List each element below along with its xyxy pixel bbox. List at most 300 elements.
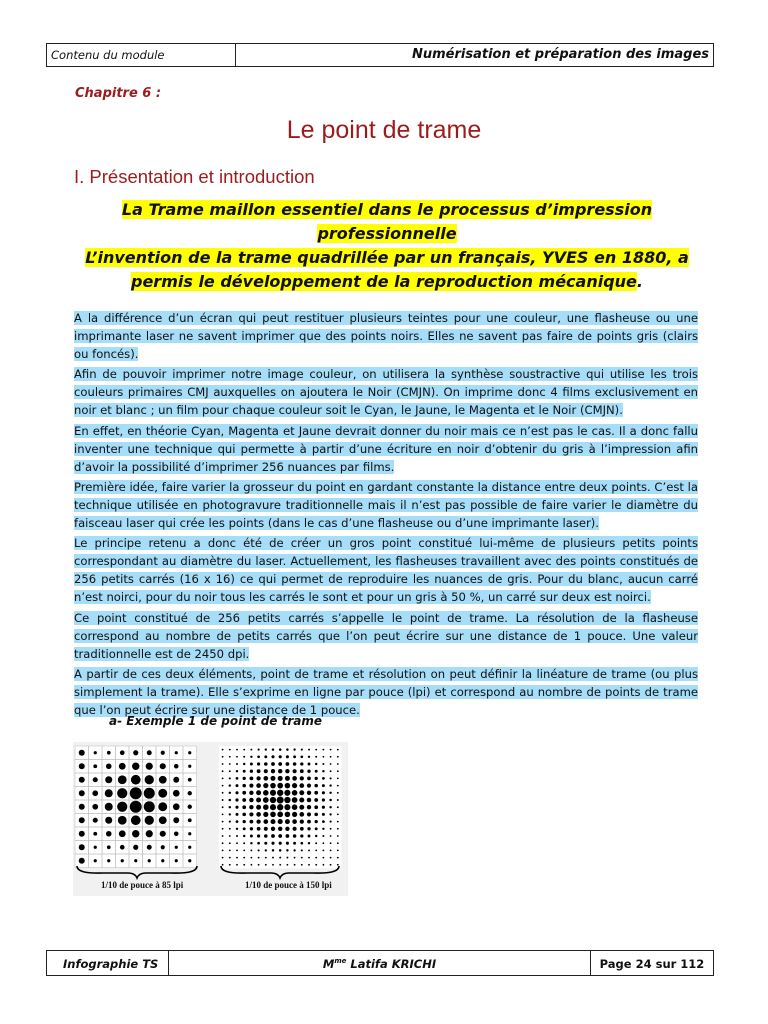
halftone-dot <box>242 798 246 802</box>
halftone-dot <box>307 784 311 788</box>
halftone-dot <box>300 842 303 845</box>
halftone-dot <box>118 775 127 784</box>
halftone-dot <box>337 792 339 794</box>
halftone-dot <box>263 819 268 824</box>
halftone-dot <box>330 756 332 758</box>
halftone-dot <box>329 792 331 794</box>
halftone-dot <box>256 790 261 795</box>
halftone-dot <box>222 770 224 772</box>
halftone-dot <box>236 857 238 859</box>
halftone-dot <box>270 804 276 810</box>
halftone-dot <box>160 763 166 769</box>
halftone-dot <box>294 864 296 866</box>
halftone-dot <box>277 790 283 796</box>
halftone-dot <box>323 857 325 859</box>
halftone-dot <box>272 748 274 750</box>
halftone-dot <box>271 776 276 781</box>
halftone-dot <box>277 797 284 804</box>
halftone-dot <box>242 791 246 795</box>
halftone-dot <box>271 769 275 773</box>
halftone-dot <box>337 835 339 837</box>
halftone-dot <box>323 850 325 852</box>
halftone-dot <box>188 859 191 862</box>
halftone-dot <box>263 776 268 781</box>
halftone-dot <box>293 755 296 758</box>
halftone-dot <box>337 814 339 816</box>
halftone-dot <box>308 756 310 758</box>
halftone-dot <box>79 817 85 823</box>
halftone-dot <box>258 849 260 851</box>
halftone-dot <box>243 770 246 773</box>
halftone-dot <box>158 802 167 811</box>
halftone-dot <box>243 827 246 830</box>
halftone-dot <box>79 763 85 769</box>
halftone-dot <box>337 821 339 823</box>
halftone-dot <box>300 762 303 765</box>
halftone-dot <box>250 849 252 851</box>
halftone-dot <box>292 797 298 803</box>
halftone-dot <box>272 857 274 859</box>
halftone-dot <box>337 828 339 830</box>
paragraph: Le principe retenu a donc été de créer un gros point constitué lui-même de plusieurs petits points correspondant au diamètre du laser. Actuellement, les flasheuses travaillent avec des points constitués de 256 petits carrés (16 x 16) ce qui permet de reproduire les nuances de gris. Pour du blanc, aucun carré n’est noirci, pour du noir tous les carrés le sont et pour un gris à 50 %, un carré sur deux est noirci. <box>74 536 698 605</box>
halftone-dot <box>175 859 178 862</box>
halftone-dot <box>222 792 224 794</box>
halftone-dot <box>229 850 231 852</box>
halftone-dot <box>315 842 317 844</box>
halftone-dot <box>322 806 325 809</box>
header-module-label: Contenu du module <box>47 44 236 66</box>
halftone-dot <box>279 864 281 866</box>
halftone-dot <box>315 770 318 773</box>
halftone-dot <box>243 756 245 758</box>
caption-150-lpi: 1/10 de pouce à 150 lpi <box>245 880 332 890</box>
halftone-dot <box>314 784 318 788</box>
footer-author: $M^{me}$ Latifa KRICHI <box>169 951 591 975</box>
halftone-dot <box>314 791 318 795</box>
halftone-dot <box>323 749 325 751</box>
halftone-dot <box>307 791 311 795</box>
halftone-dot <box>105 803 113 811</box>
halftone-dot <box>278 769 282 773</box>
halftone-dot <box>322 770 324 772</box>
highlight-line-2: professionnelle <box>317 224 457 243</box>
halftone-dot <box>284 804 290 810</box>
halftone-dot <box>236 756 238 758</box>
halftone-dot <box>249 805 253 809</box>
highlight-line-4-end: . <box>636 272 643 291</box>
halftone-dot <box>242 813 246 817</box>
halftone-dot <box>293 769 297 773</box>
halftone-dot <box>250 777 254 781</box>
halftone-dot <box>229 842 231 844</box>
halftone-dot <box>278 776 283 781</box>
halftone-dot <box>292 790 298 796</box>
halftone-dot <box>285 819 290 824</box>
halftone-dot <box>293 842 296 845</box>
header-module-title: Numérisation et préparation des images <box>411 47 709 62</box>
halftone-dot <box>300 834 303 837</box>
chapter-label: Chapitre 6 : <box>75 86 162 101</box>
footer-page-number: Page 24 sur 112 <box>599 957 705 971</box>
halftone-dot <box>315 850 317 852</box>
paragraph: Ce point constitué de 256 petits carrés s’appelle le point de trame. La résolution de la flasheuse correspond au nombre de petits carrés que l’on peut écrire sur une distance de 1 pouce. Une valeur traditionnelle est de 2450 dpi. <box>74 610 698 661</box>
halftone-dot <box>92 804 98 810</box>
halftone-dot <box>308 857 310 859</box>
halftone-dot <box>293 849 295 851</box>
halftone-dot <box>308 842 310 844</box>
halftone-dot <box>105 789 113 797</box>
halftone-dot <box>236 813 239 816</box>
halftone-dot <box>222 835 224 837</box>
halftone-dot <box>175 751 178 754</box>
halftone-dot <box>93 764 97 768</box>
halftone-dot <box>173 777 179 783</box>
halftone-dot <box>249 812 253 816</box>
halftone-dot <box>250 835 253 838</box>
halftone-dot <box>93 818 98 823</box>
halftone-dot <box>147 845 152 850</box>
halftone-dot <box>229 821 231 823</box>
paragraph: Première idée, faire varier la grosseur du point en gardant constante la distance entre deux points. C’est la technique utilisée en photogravure traditionnelle mais il n’est pas possible de faire varier le diamètre du faisceau laser qui crée les points (dans le cas d’une flasheuse ou d’une imprimante laser). <box>74 479 698 531</box>
halftone-dot <box>257 755 260 758</box>
halftone-dot <box>256 812 261 817</box>
halftone-dot <box>300 776 304 780</box>
halftone-dot <box>145 775 154 784</box>
halftone-dot <box>188 832 191 835</box>
halftone-dot <box>243 763 245 765</box>
halftone-dot <box>337 864 339 866</box>
halftone-dot <box>299 790 304 795</box>
halftone-dot <box>188 791 192 795</box>
halftone-dot <box>300 769 304 773</box>
halftone-dot <box>235 806 238 809</box>
halftone-dot <box>236 763 238 765</box>
section-heading: I. Présentation et introduction <box>74 166 315 187</box>
halftone-dot <box>314 813 318 817</box>
halftone-dot <box>159 776 167 784</box>
example-subheading: a- Exemple 1 de point de trame <box>109 714 322 728</box>
halftone-dot <box>337 778 339 780</box>
halftone-dot <box>337 799 339 801</box>
halftone-dot <box>106 763 112 769</box>
halftone-dot <box>94 859 97 862</box>
halftone-dot <box>301 749 303 751</box>
halftone-dot <box>271 755 274 758</box>
halftone-dot <box>264 769 268 773</box>
halftone-dot <box>117 802 127 812</box>
halftone-dot <box>329 806 331 808</box>
halftone-dot <box>243 864 245 866</box>
halftone-dot <box>235 798 238 801</box>
halftone-dot <box>256 805 261 810</box>
halftone-dot <box>265 748 267 750</box>
halftone-dot <box>286 748 288 750</box>
halftone-dot <box>263 790 269 796</box>
halftone-dot <box>270 783 276 789</box>
halftone-dot <box>236 828 238 830</box>
halftone-dot <box>330 857 332 859</box>
halftone-dot <box>285 783 291 789</box>
halftone-dot <box>250 749 252 751</box>
halftone-dot <box>236 777 239 780</box>
halftone-dot <box>79 777 85 783</box>
halftone-dot <box>272 864 274 866</box>
halftone-dot <box>301 849 303 851</box>
halftone-dot <box>105 817 112 824</box>
halftone-dot <box>229 763 231 765</box>
halftone-dot <box>292 783 297 788</box>
halftone-dot <box>188 818 192 822</box>
halftone-dot <box>236 784 239 787</box>
halftone-dot <box>330 842 332 844</box>
paragraph: A partir de ces deux éléments, point de trame et résolution on peut définir la linéature de trame (ou plus simplement la trame). Elle s’exprime en ligne par pouce (lpi) et correspond au nombre de points de trame que l’on peut écrire sur une distance de 1 pouce. <box>74 666 698 717</box>
halftone-dot <box>257 762 260 765</box>
halftone-dot <box>236 842 238 844</box>
halftone-dot <box>243 749 245 751</box>
halftone-dot <box>222 778 224 780</box>
halftone-dot <box>243 835 245 837</box>
halftone-dot <box>278 834 282 838</box>
halftone-dot <box>322 763 324 765</box>
halftone-dot <box>307 812 311 816</box>
halftone-dot <box>134 859 137 862</box>
halftone-dot <box>284 797 290 803</box>
halftone-dot <box>308 749 310 751</box>
halftone-dot <box>264 762 268 766</box>
halftone-dot <box>287 864 289 866</box>
halftone-dot <box>250 820 254 824</box>
halftone-dot <box>222 857 224 859</box>
halftone-dot <box>286 755 289 758</box>
halftone-dot <box>330 763 332 765</box>
halftone-dot <box>144 788 155 799</box>
halftone-dot <box>236 770 238 772</box>
halftone-dot <box>329 784 331 786</box>
halftone-dot <box>315 756 317 758</box>
halftone-dot <box>308 835 311 838</box>
halftone-dot <box>322 820 325 823</box>
halftone-dot <box>272 849 274 851</box>
halftone-dot <box>279 755 282 758</box>
halftone-dot <box>117 788 127 798</box>
halftone-dot <box>263 797 269 803</box>
body-text <box>74 309 698 721</box>
halftone-dot <box>147 750 152 755</box>
halftone-dot <box>299 783 304 788</box>
halftone-figure <box>73 742 348 896</box>
halftone-dot <box>249 798 253 802</box>
halftone-dot <box>256 819 260 823</box>
halftone-dot <box>322 777 325 780</box>
halftone-dot <box>161 859 164 862</box>
halftone-dot <box>329 799 332 802</box>
halftone-dot <box>120 845 125 850</box>
halftone-dot <box>299 812 304 817</box>
halftone-dot <box>264 755 267 758</box>
halftone-dot <box>263 783 268 788</box>
halftone-dot <box>293 762 297 766</box>
halftone-dot <box>146 763 153 770</box>
halftone-dot <box>323 756 325 758</box>
halftone-dot <box>337 785 339 787</box>
halftone-dot <box>337 806 339 808</box>
halftone-dot <box>271 827 275 831</box>
halftone-dot <box>300 819 304 823</box>
halftone-dot <box>299 797 304 802</box>
halftone-dot <box>229 770 231 772</box>
halftone-dot <box>299 805 304 810</box>
halftone-dot <box>257 834 260 837</box>
halftone-dot <box>243 777 246 780</box>
halftone-dot <box>250 842 252 844</box>
halftone-dot <box>294 857 296 859</box>
halftone-dot <box>94 751 97 754</box>
halftone-dot <box>323 842 325 844</box>
halftone-dot <box>229 806 231 808</box>
halftone-dot <box>293 834 297 838</box>
halftone-dot <box>337 763 339 765</box>
halftone-dot <box>229 792 231 794</box>
halftone-dot <box>329 813 331 815</box>
highlight-line-1: La Trame maillon essentiel dans le processus d’impression <box>121 200 653 219</box>
halftone-dot <box>222 850 224 852</box>
halftone-dot <box>250 763 253 766</box>
halftone-dot <box>278 762 282 766</box>
halftone-dot <box>293 827 297 831</box>
paragraph: En effet, en théorie Cyan, Magenta et Jaune devrait donner du noir mais ce n’est pas le cas. Il a donc fallu inventer une technique qui permette à partir d’une écriture en noir d’obtenir du gris à l’impression afin d’avoir la possibilité d’imprimer 256 nuances par films. <box>74 423 698 474</box>
halftone-dot <box>131 775 141 785</box>
halftone-dot <box>120 750 125 755</box>
halftone-dot <box>173 817 179 823</box>
halftone-dot <box>250 770 253 773</box>
halftone-dot <box>265 849 267 851</box>
halftone-dot <box>118 816 127 825</box>
halftone-dot <box>315 857 317 859</box>
halftone-dot <box>93 832 97 836</box>
halftone-dot <box>174 831 179 836</box>
halftone-dot <box>188 751 191 754</box>
halftone-dot <box>107 859 110 862</box>
halftone-dot <box>222 763 224 765</box>
footer-course: Infographie TS <box>47 951 169 975</box>
halftone-dot <box>250 756 252 758</box>
halftone-dot <box>330 850 332 852</box>
page-footer <box>46 950 714 976</box>
halftone-dot <box>337 756 339 758</box>
halftone-dot <box>307 777 311 781</box>
halftone-dot <box>173 790 180 797</box>
halftone-dot <box>265 864 267 866</box>
halftone-dot <box>175 846 178 849</box>
halftone-dot <box>315 820 318 823</box>
halftone-dot <box>301 864 303 866</box>
halftone-dot <box>270 790 276 796</box>
halftone-dot <box>314 798 318 802</box>
halftone-dot <box>285 827 289 831</box>
brace-left <box>77 866 197 878</box>
halftone-dot <box>307 805 311 809</box>
halftone-dot <box>79 790 85 796</box>
halftone-dot <box>229 777 231 779</box>
halftone-dot <box>322 784 325 787</box>
halftone-dot <box>236 820 239 823</box>
halftone-dot <box>308 864 310 866</box>
halftone-dot <box>119 763 126 770</box>
halftone-dot <box>222 828 224 830</box>
halftone-dot <box>236 864 238 866</box>
halftone-dot <box>79 831 85 837</box>
halftone-dot <box>161 751 165 755</box>
halftone-dot <box>285 812 291 818</box>
halftone-dot <box>229 756 231 758</box>
halftone-dot <box>188 805 192 809</box>
halftone-dot <box>322 835 324 837</box>
halftone-dot <box>337 770 339 772</box>
halftone-dot <box>146 830 153 837</box>
halftone-dot <box>330 821 332 823</box>
halftone-dot <box>188 778 192 782</box>
halftone-dot <box>330 749 332 751</box>
halftone-dot <box>308 763 311 766</box>
halftone-dot <box>277 804 283 810</box>
halftone-dot <box>286 842 289 845</box>
halftone-dot <box>161 845 165 849</box>
halftone-dot <box>243 850 245 852</box>
halftone-dot <box>94 846 97 849</box>
halftone-dot <box>144 801 155 812</box>
halftone-dot <box>292 776 297 781</box>
halftone-dot <box>264 834 268 838</box>
halftone-dot <box>279 842 282 845</box>
halftone-dot <box>330 770 332 772</box>
halftone-dot <box>264 827 268 831</box>
halftone-dot <box>119 830 126 837</box>
halftone-dot <box>257 769 261 773</box>
highlight-line-4: permis le développement de la reproduction mécanique <box>131 272 637 291</box>
halftone-dot <box>322 791 325 794</box>
halftone-dot <box>229 749 231 751</box>
halftone-dot <box>271 842 274 845</box>
halftone-dot <box>256 797 261 802</box>
halftone-dot <box>249 791 253 795</box>
halftone-dot <box>330 777 332 779</box>
halftone-dot <box>307 820 311 824</box>
halftone-dot <box>270 797 276 803</box>
halftone-dot <box>277 812 283 818</box>
halftone-dot <box>173 803 180 810</box>
halftone-dot <box>286 834 290 838</box>
halftone-dot <box>263 812 268 817</box>
halftone-dot <box>278 827 282 831</box>
halftone-dot <box>222 814 224 816</box>
halftone-dot <box>315 827 318 830</box>
halftone-dot <box>279 849 282 852</box>
halftone-dot <box>229 864 231 866</box>
halftone-dot <box>315 763 317 765</box>
halftone-dot <box>229 799 232 802</box>
halftone-dot <box>222 842 224 844</box>
halftone-dot <box>264 842 267 845</box>
page-header <box>46 43 714 67</box>
halftone-dot <box>222 756 224 758</box>
halftone-dot <box>265 857 267 859</box>
halftone-dot <box>79 804 85 810</box>
halftone-dot <box>330 835 332 837</box>
halftone-dot <box>315 864 317 866</box>
halftone-dot <box>286 762 290 766</box>
halftone-dot <box>322 828 324 830</box>
halftone-dot <box>322 813 325 816</box>
